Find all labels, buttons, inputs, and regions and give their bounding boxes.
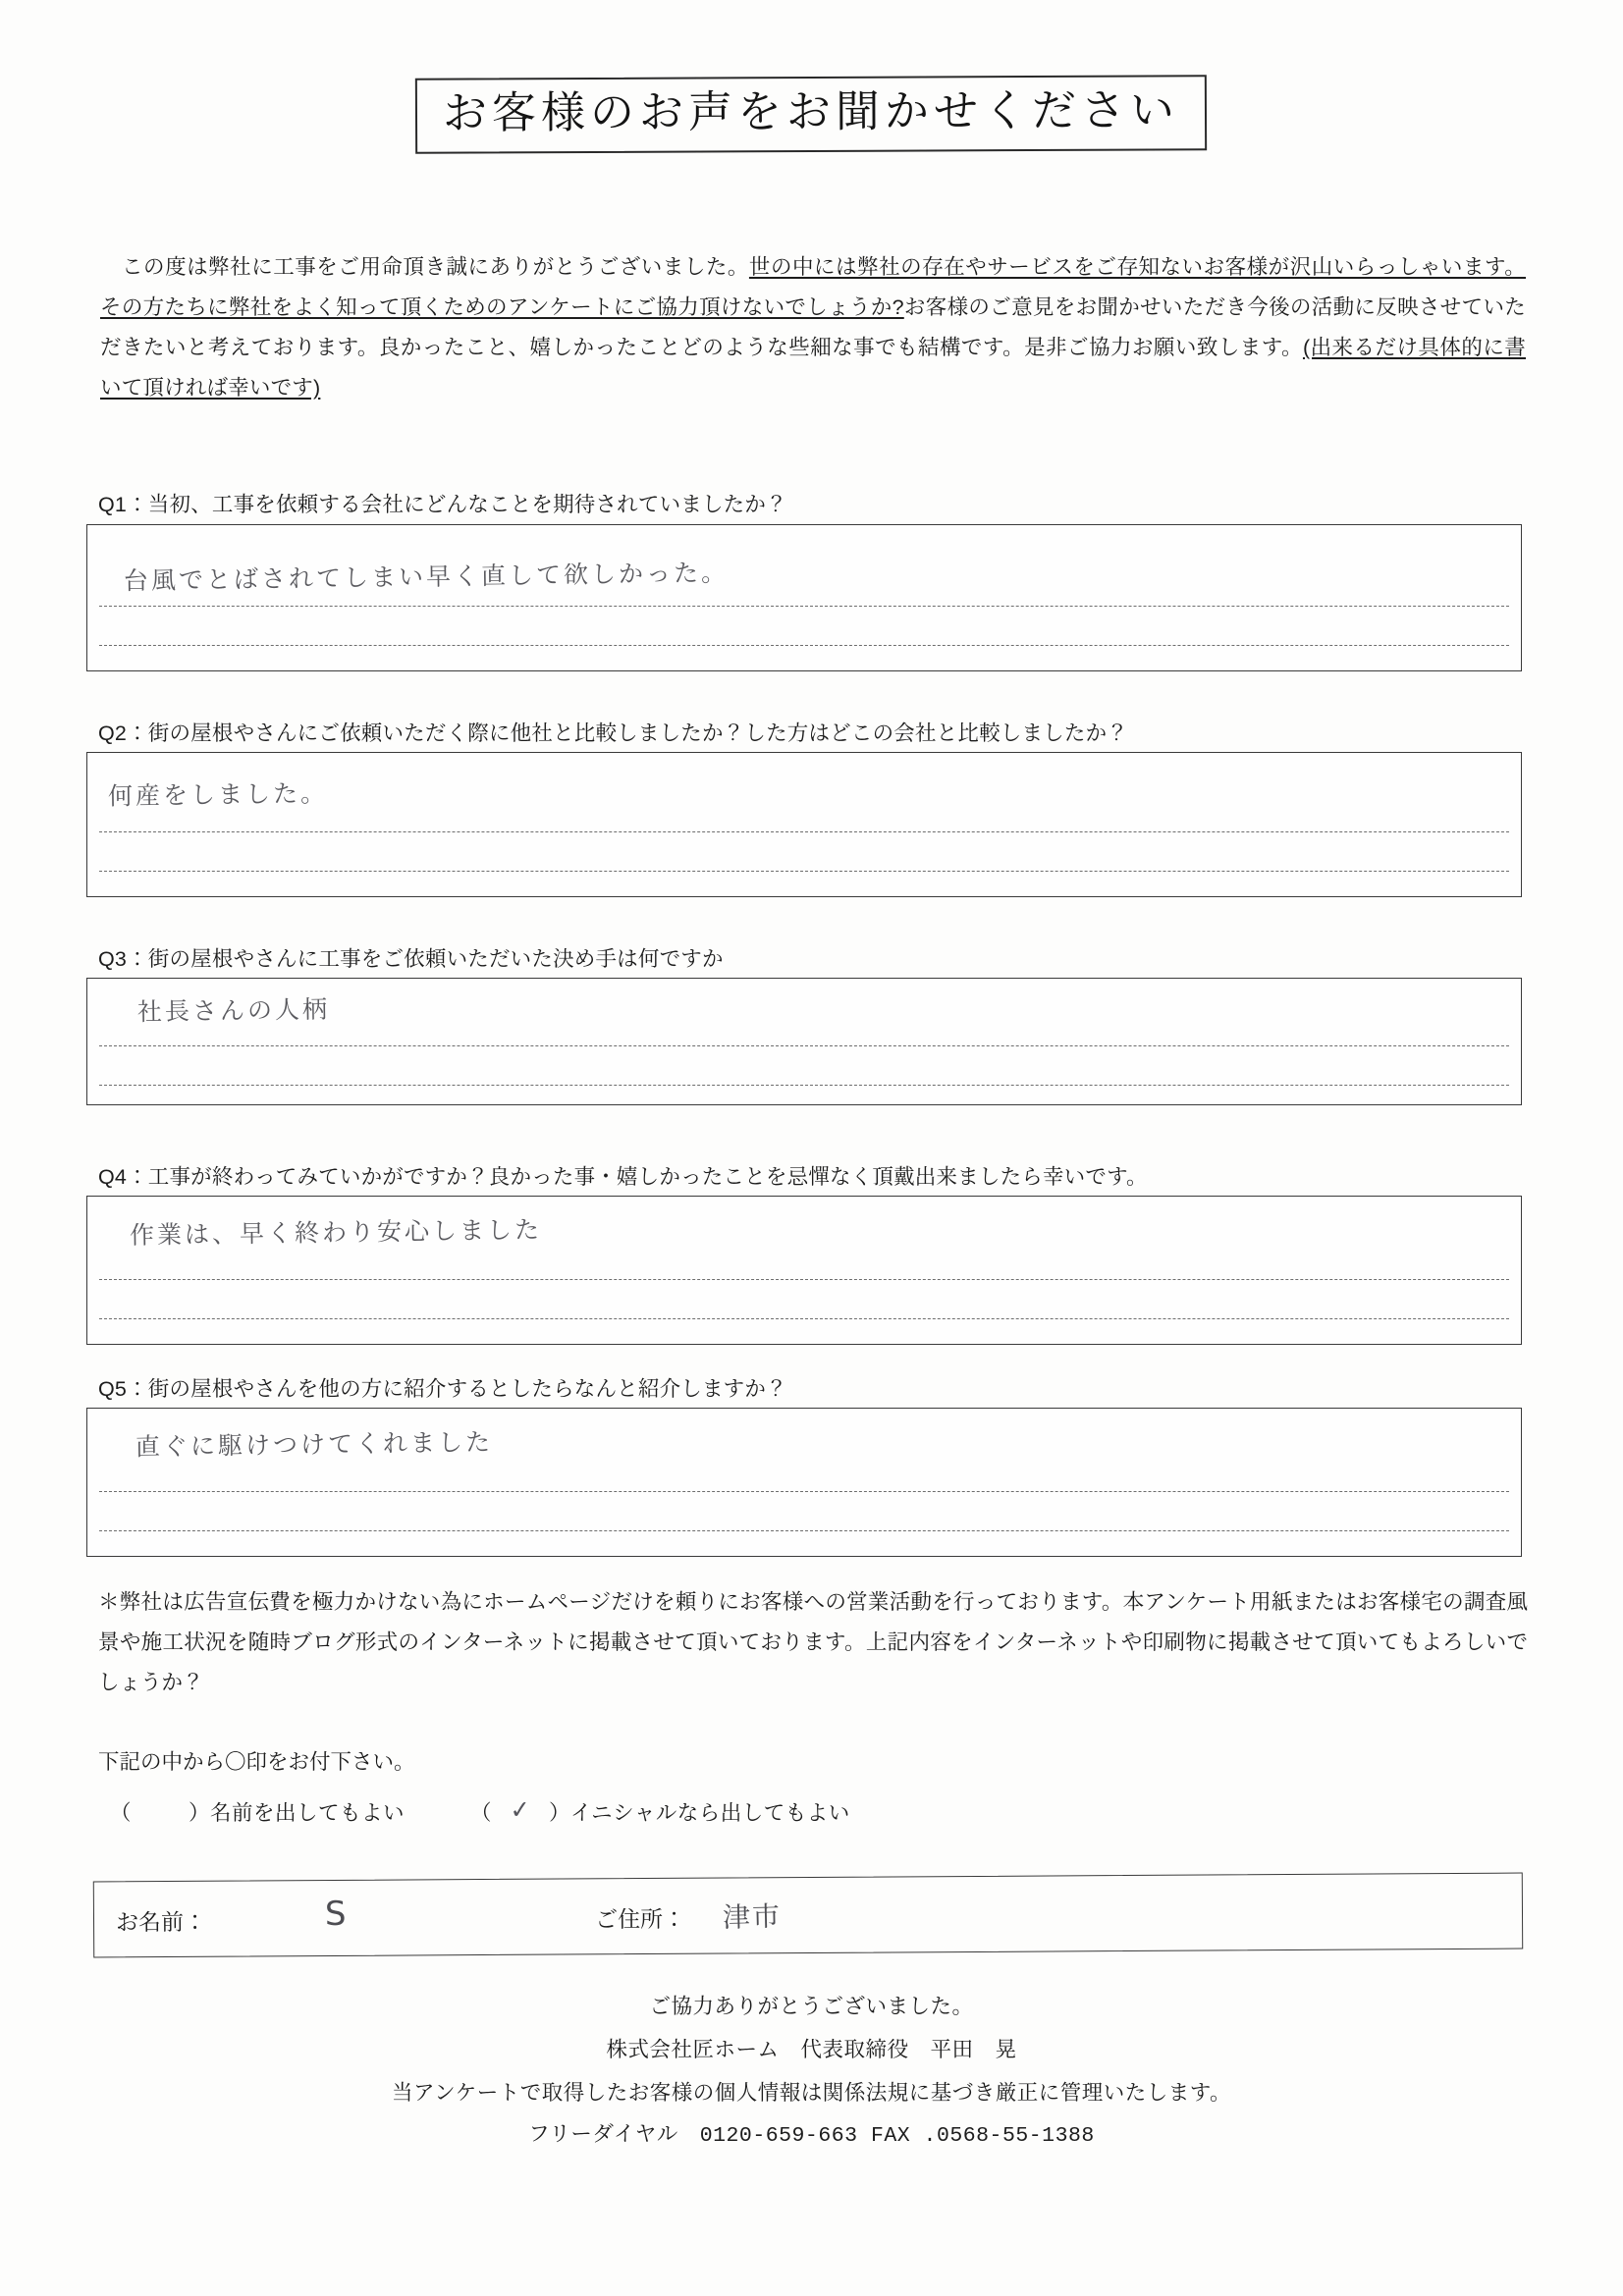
title-box [415, 75, 1207, 154]
intro-underlined: 世の中には弊社の存在やサービスをご存知ないお客様が沢山いらっしゃいます。その方たちに弊社をよく知って頂くためのアンケートにご協力頂けないでしょうか? [100, 255, 1527, 319]
handwritten-answer-q4: 作業は、早く終わり安心しました [129, 1215, 543, 1250]
answer-box-q1[interactable] [86, 524, 1522, 671]
answer-rule [99, 1045, 1509, 1046]
answer-rule [99, 831, 1509, 832]
answer-rule [99, 1491, 1509, 1492]
consent-label-name: 名前を出してもよい [210, 1801, 406, 1825]
handwritten-answer-q2: 何産をしました。 [107, 778, 329, 811]
footer-privacy: 当アンケートで取得したお客様の個人情報は関係法規に基づき厳正に管理いたします。 [392, 2081, 1231, 2105]
handwritten-answer-q3: 社長さんの人柄 [136, 994, 331, 1027]
question-label-q3: Q3：街の屋根やさんに工事をご依頼いただいた決め手は何ですか [98, 947, 724, 971]
question-label-q5: Q5：街の屋根やさんを他の方に紹介するとしたらなんと紹介しますか？ [98, 1377, 787, 1401]
answer-rule [99, 871, 1509, 872]
address-label: ご住所： [594, 1905, 686, 1933]
checkmark-icon: ✓ [509, 1794, 532, 1825]
footer-thanks: ご協力ありがとうございました。 [649, 1995, 974, 2018]
footer-company: 株式会社匠ホーム 代表取締役 平田 晃 [606, 2038, 1017, 2061]
answer-rule [99, 1085, 1509, 1086]
page-title [0, 77, 1623, 152]
name-label: お名前： [115, 1908, 207, 1936]
title-text: お客様のお声をお聞かせください [443, 84, 1180, 138]
question-label-q1: Q1：当初、工事を依頼する会社にどんなことを期待されていましたか？ [98, 493, 787, 516]
footer-block [0, 1985, 1623, 2158]
name-value: S [324, 1894, 347, 1935]
handwritten-answer-q1: 台風でとばされてしまい早く直して欲しかった。 [123, 558, 730, 596]
consent-instruction: 下記の中から〇印をお付下さい。 [98, 1750, 415, 1774]
intro-part1: この度は弊社に工事をご用命頂き誠にありがとうございました。 [122, 255, 749, 279]
intro-underlined-tail: (出来るだけ具体的に書いて頂ければ幸いです) [100, 336, 1526, 400]
intro-paragraph [100, 247, 1526, 408]
answer-rule [99, 606, 1509, 607]
consent-option-initial[interactable]: （ ✓ ）イニシャルなら出してもよい [470, 1794, 850, 1825]
identity-box[interactable] [93, 1873, 1523, 1958]
intro-part2: お客様のご意見をお聞かせいただき今後の活動に反映させていただきたいと考えております。良かったこと、嬉しかったことどのような些細な事でも結構です。是非ご協力お願い致します。 [100, 295, 1526, 359]
question-label-q2: Q2：街の屋根やさんにご依頼いただく際に他社と比較しましたか？した方はどこの会社と比較しましたか？ [98, 721, 1128, 745]
disclaimer-text: ＊弊社は広告宣伝費を極力かけない為にホームページだけを頼りにお客様への営業活動を行っております。本アンケート用紙またはお客様宅の調査風景や施工状況を随時ブログ形式のインターネットに掲載させて頂いております。上記内容をインターネットや印刷物に掲載させて頂いてもよろしいでしょうか？ [98, 1590, 1528, 1694]
answer-rule [99, 1279, 1509, 1280]
answer-rule [99, 1530, 1509, 1531]
answer-rule [99, 645, 1509, 646]
handwritten-answer-q5: 直ぐに駆けつけてくれました [135, 1427, 494, 1462]
footer-contact: フリーダイヤル 0120-659-663 FAX .0568-55-1388 [528, 2124, 1095, 2148]
consent-option-name[interactable]: （ ）名前を出してもよい [110, 1801, 406, 1825]
address-value: 津市 [722, 1899, 783, 1935]
question-label-q4: Q4：工事が終わってみていかがですか？良かった事・嬉しかったことを忌憚なく頂戴出来ましたら幸いです。 [98, 1165, 1148, 1189]
consent-options [110, 1796, 850, 1827]
consent-label-initial: イニシャルなら出してもよい [570, 1801, 850, 1825]
answer-rule [99, 1318, 1509, 1319]
